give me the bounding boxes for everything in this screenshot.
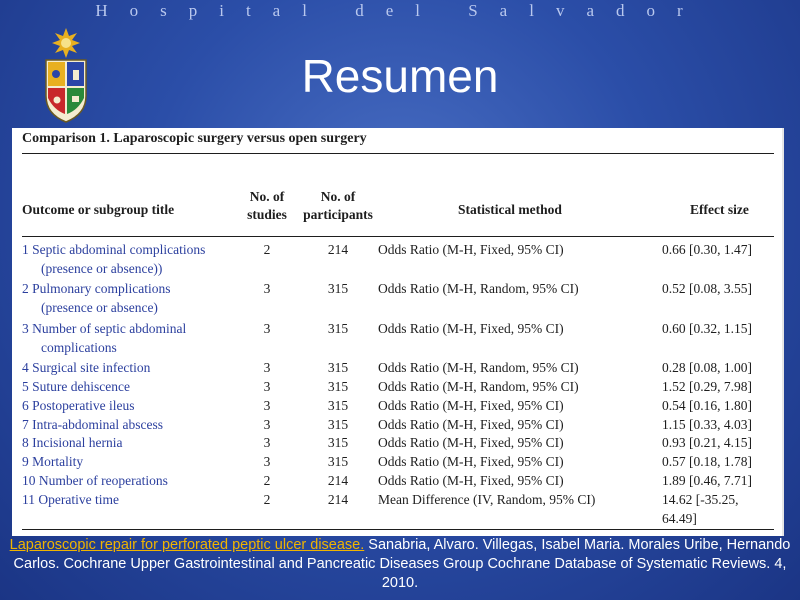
outcome-title-text: 6 Postoperative ileus (22, 398, 135, 413)
effect-size: 14.62 [-35.25, 64.49] (662, 492, 739, 526)
header-banner: Hospital del Salvador (95, 1, 705, 20)
statistical-method: Mean Difference (IV, Random, 95% CI) (378, 492, 596, 507)
outcome-title-continuation: complications (41, 340, 117, 355)
participants-count: 214 (327, 242, 349, 257)
outcome-title[interactable] (22, 415, 236, 434)
effect-size: 0.57 [0.18, 1.78] (662, 454, 752, 469)
slide-title: Resumen (301, 50, 499, 102)
studies-count: 3 (263, 379, 271, 394)
outcome-title-text: 8 Incisional hernia (22, 435, 123, 450)
outcome-title-text: 4 Surgical site infection (22, 360, 151, 375)
participants-count: 315 (327, 435, 349, 450)
outcome-title[interactable] (22, 358, 236, 377)
header-method: Statistical method (458, 202, 562, 217)
effect-size: 0.28 [0.08, 1.00] (662, 360, 752, 375)
effect-size: 0.66 [0.30, 1.47] (662, 242, 752, 257)
effect-size: 0.60 [0.32, 1.15] (662, 321, 752, 336)
statistical-method: Odds Ratio (M-H, Fixed, 95% CI) (378, 417, 564, 432)
effect-size: 1.89 [0.46, 7.71] (662, 473, 752, 488)
outcome-title-text: 2 Pulmonary complications (22, 281, 171, 296)
effect-size: 0.52 [0.08, 3.55] (662, 281, 752, 296)
studies-count: 3 (263, 360, 271, 375)
participants-count: 315 (327, 321, 349, 336)
table-row (12, 279, 784, 315)
statistical-method: Odds Ratio (M-H, Random, 95% CI) (378, 360, 579, 375)
statistical-method: Odds Ratio (M-H, Fixed, 95% CI) (378, 435, 564, 450)
studies-count: 3 (263, 435, 271, 450)
statistical-method: Odds Ratio (M-H, Fixed, 95% CI) (378, 473, 564, 488)
outcome-title[interactable] (22, 433, 236, 452)
participants-count: 315 (327, 379, 349, 394)
table-row (12, 396, 784, 414)
table-row (12, 452, 784, 470)
outcome-title-text: 9 Mortality (22, 454, 84, 469)
citation-text: Sanabria, Alvaro. Villegas, Isabel Maria. Morales Uribe, Hernando Carlos. Cochrane Upper Gastrointestinal and Pancreatic Diseases Group Cochrane Database of Systematic Reviews. 4, 2010. (13, 537, 791, 591)
studies-count: 3 (263, 454, 271, 469)
outcome-title[interactable] (22, 279, 236, 317)
statistical-method: Odds Ratio (M-H, Random, 95% CI) (378, 379, 579, 394)
header-participants: No. of participants (303, 189, 373, 222)
statistical-method: Odds Ratio (M-H, Fixed, 95% CI) (378, 398, 564, 413)
studies-count: 3 (263, 417, 271, 432)
effect-size: 1.52 [0.29, 7.98] (662, 379, 752, 394)
outcome-title-text: 11 Operative time (22, 492, 119, 507)
effect-size: 1.15 [0.33, 4.03] (662, 417, 752, 432)
table-rule-bottom (22, 529, 774, 530)
participants-count: 214 (327, 473, 349, 488)
participants-count: 315 (327, 360, 349, 375)
outcome-title-text: 7 Intra-abdominal abscess (22, 417, 163, 432)
studies-count: 3 (263, 321, 271, 336)
table-row (12, 471, 784, 489)
table-row (12, 377, 784, 395)
outcome-title-text: 1 Septic abdominal complications (22, 242, 206, 257)
studies-count: 3 (263, 281, 271, 296)
statistical-method: Odds Ratio (M-H, Fixed, 95% CI) (378, 242, 564, 257)
outcome-title[interactable] (22, 396, 236, 415)
participants-count: 214 (327, 492, 349, 507)
header-effect: Effect size (690, 202, 749, 217)
participants-count: 315 (327, 417, 349, 432)
header-studies: No. of studies (247, 189, 287, 222)
outcome-title[interactable] (22, 452, 236, 471)
statistical-method: Odds Ratio (M-H, Random, 95% CI) (378, 281, 579, 296)
citation-link[interactable]: Laparoscopic repair for perforated peptic ulcer disease. (9, 537, 365, 553)
studies-count: 3 (263, 398, 271, 413)
participants-count: 315 (327, 398, 349, 413)
outcome-title-continuation: (presence or absence)) (41, 261, 163, 276)
table-row (12, 433, 784, 451)
outcome-title-text: 5 Suture dehiscence (22, 379, 130, 394)
statistical-method: Odds Ratio (M-H, Fixed, 95% CI) (378, 454, 564, 469)
effect-size: 0.93 [0.21, 4.15] (662, 435, 752, 450)
outcome-title[interactable] (22, 377, 236, 396)
effect-size: 0.54 [0.16, 1.80] (662, 398, 752, 413)
outcome-title-text: 3 Number of septic abdominal (22, 321, 187, 336)
table-row (12, 490, 784, 526)
participants-count: 315 (327, 281, 349, 296)
citation (0, 536, 800, 593)
table-rule-top (22, 153, 774, 154)
outcome-title[interactable] (22, 490, 236, 509)
table-row (12, 319, 784, 355)
outcome-title[interactable] (22, 240, 236, 278)
comparison-table (12, 128, 784, 536)
header-outcome: Outcome or subgroup title (22, 202, 175, 217)
table-rule-header (22, 236, 774, 237)
outcome-title-continuation: (presence or absence) (41, 300, 158, 315)
outcome-title[interactable] (22, 471, 236, 490)
studies-count: 2 (263, 473, 271, 488)
table-row (12, 358, 784, 376)
studies-count: 2 (263, 492, 271, 507)
participants-count: 315 (327, 454, 349, 469)
outcome-title-text: 10 Number of reoperations (22, 473, 168, 488)
table-row (12, 415, 784, 433)
statistical-method: Odds Ratio (M-H, Fixed, 95% CI) (378, 321, 564, 336)
table-row (12, 240, 784, 276)
studies-count: 2 (263, 242, 271, 257)
comparison-title: Comparison 1. Laparoscopic surgery versus open surgery (22, 131, 367, 146)
outcome-title[interactable] (22, 319, 236, 357)
